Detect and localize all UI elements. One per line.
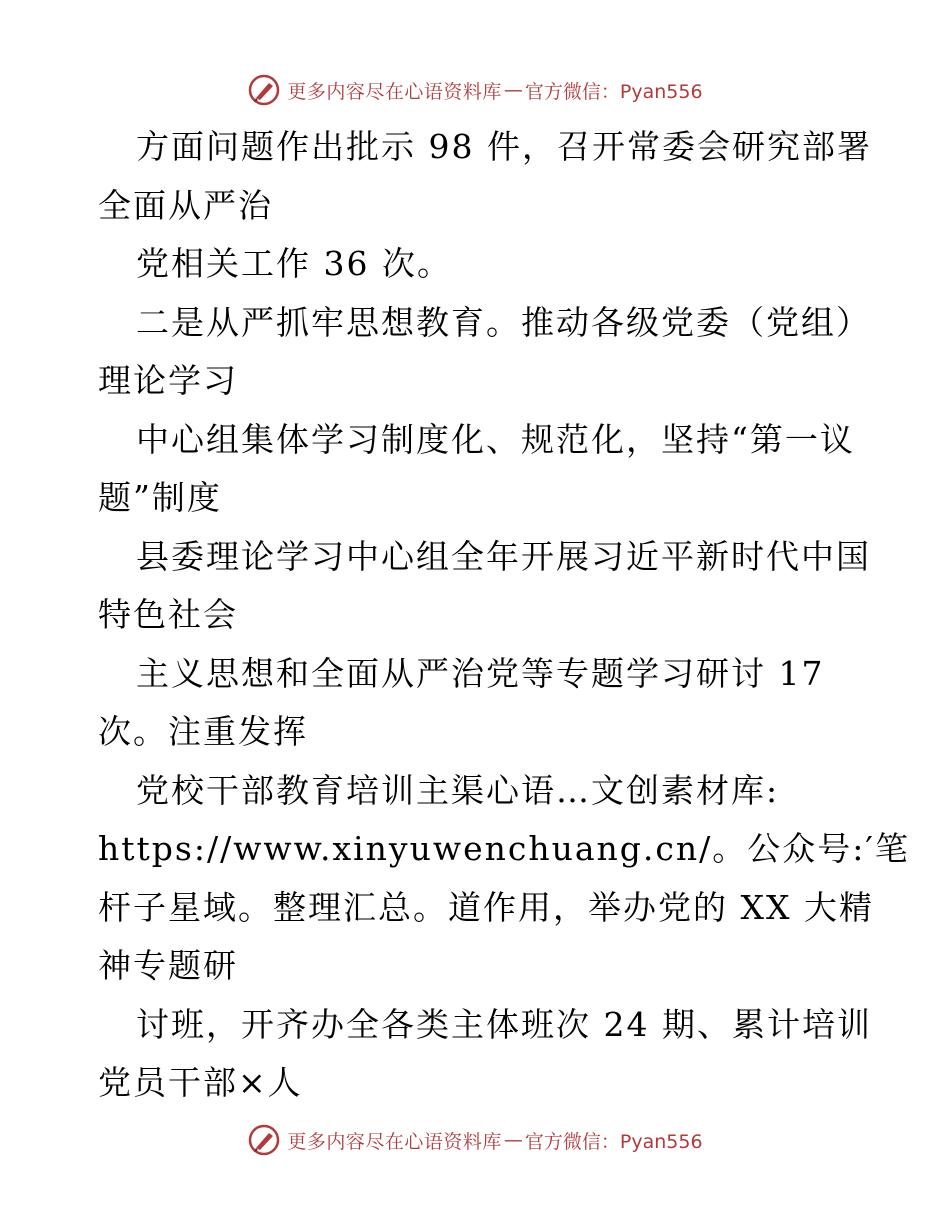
paragraph-line: 特色社会	[98, 595, 238, 634]
paragraph-line-url: https://www.xinyuwenchuang.cn/。公众号:′笔	[98, 829, 910, 868]
paragraph-line: 党校干部教育培训主渠心语…文创素材库:	[136, 770, 780, 810]
paragraph-line: 主义思想和全面从严治党等专题学习研讨 17	[136, 653, 825, 693]
paragraph-line: 理论学习	[98, 361, 238, 400]
pen-logo-icon	[247, 73, 281, 107]
paragraph-line: 二是从严抓牢思想教育。推动各级党委（党组）	[136, 302, 871, 342]
header-watermark	[0, 70, 950, 110]
paragraph-line: 次。注重发挥	[98, 712, 308, 751]
watermark-dash: —	[503, 79, 523, 101]
paragraph-line: 杆子星域。整理汇总。道作用，举办党的 XX 大精	[98, 887, 874, 927]
watermark-left-text: 更多内容尽在心语资料库	[287, 1130, 502, 1153]
paragraph-line: 题”制度	[98, 478, 222, 517]
paragraph-line: 党相关工作 36 次。	[136, 244, 452, 283]
watermark-dash: —	[503, 1129, 523, 1151]
pen-logo-icon	[247, 1123, 281, 1157]
watermark-left-text: 更多内容尽在心语资料库	[287, 80, 502, 103]
paragraph-line: 方面问题作出批示 98 件，召开常委会研究部署	[136, 127, 872, 166]
paragraph-line: 神专题研	[98, 946, 238, 985]
paragraph-line: 中心组集体学习制度化、规范化，坚持“第一议	[136, 419, 855, 459]
paragraph-line: 县委理论学习中心组全年开展习近平新时代中国	[136, 536, 871, 576]
footer-watermark	[0, 1120, 950, 1160]
watermark-wechat-text: 官方微信：Pyan556	[524, 1130, 703, 1153]
watermark-wechat-text: 官方微信：Pyan556	[524, 80, 703, 103]
paragraph-line: 党员干部×人	[98, 1063, 303, 1102]
document-body	[98, 118, 910, 1113]
paragraph-line: 全面从严治	[98, 185, 273, 225]
paragraph-line: 讨班，开齐办全各类主体班次 24 期、累计培训	[136, 1004, 872, 1044]
